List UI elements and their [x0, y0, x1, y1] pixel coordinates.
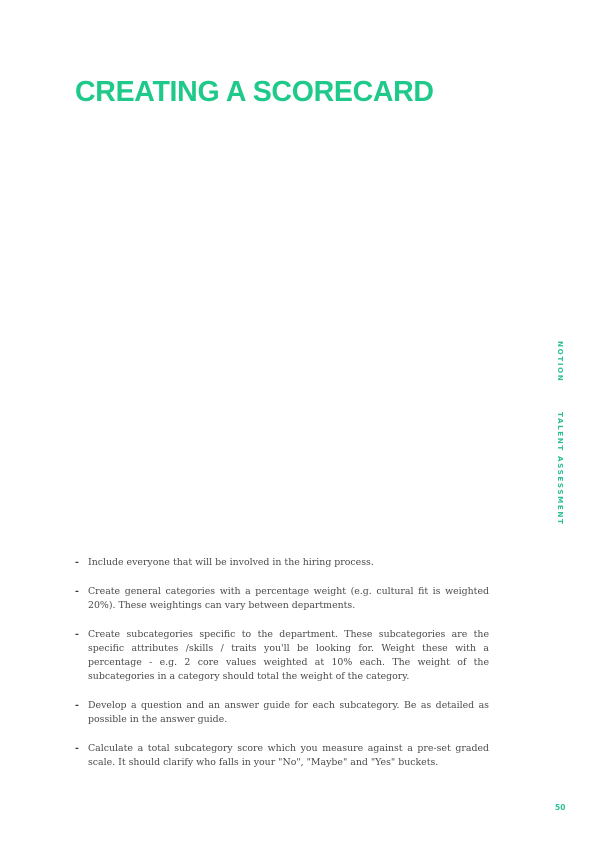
list-item-text: Calculate a total subcategory score which you measure against a pre-set graded scale. It should clarify who falls in your "No", "Maybe" and "Yes" buckets.	[88, 743, 489, 768]
list-item	[75, 556, 489, 570]
side-label-brand: NOTION	[556, 341, 565, 383]
page-number: 50	[555, 803, 566, 812]
side-label-topic: TALENT ASSESSMENT	[556, 412, 565, 526]
dash-bullet-icon: -	[75, 586, 79, 597]
list-item	[75, 628, 489, 684]
scorecard-steps-list	[75, 556, 489, 785]
list-item-text: Include everyone that will be involved in the hiring process.	[88, 557, 374, 568]
list-item-text: Create general categories with a percentage weight (e.g. cultural fit is weighted 20%). These weightings can vary between departments.	[88, 586, 489, 611]
list-item-text: Create subcategories specific to the department. These subcategories are the specific attributes /skills / traits you'll be looking for. Weight these with a percentage - e.g. 2 core values weighted at 10% each. The weight of the subcategories in a category should total the weight of the category.	[88, 629, 489, 682]
dash-bullet-icon: -	[75, 743, 79, 754]
list-item-text: Develop a question and an answer guide for each subcategory. Be as detailed as possible in the answer guide.	[88, 700, 489, 725]
dash-bullet-icon: -	[75, 629, 79, 640]
page-title: CREATING A SCORECARD	[75, 76, 434, 108]
dash-bullet-icon: -	[75, 557, 79, 568]
list-item	[75, 699, 489, 727]
dash-bullet-icon: -	[75, 700, 79, 711]
list-item	[75, 742, 489, 770]
list-item	[75, 585, 489, 613]
